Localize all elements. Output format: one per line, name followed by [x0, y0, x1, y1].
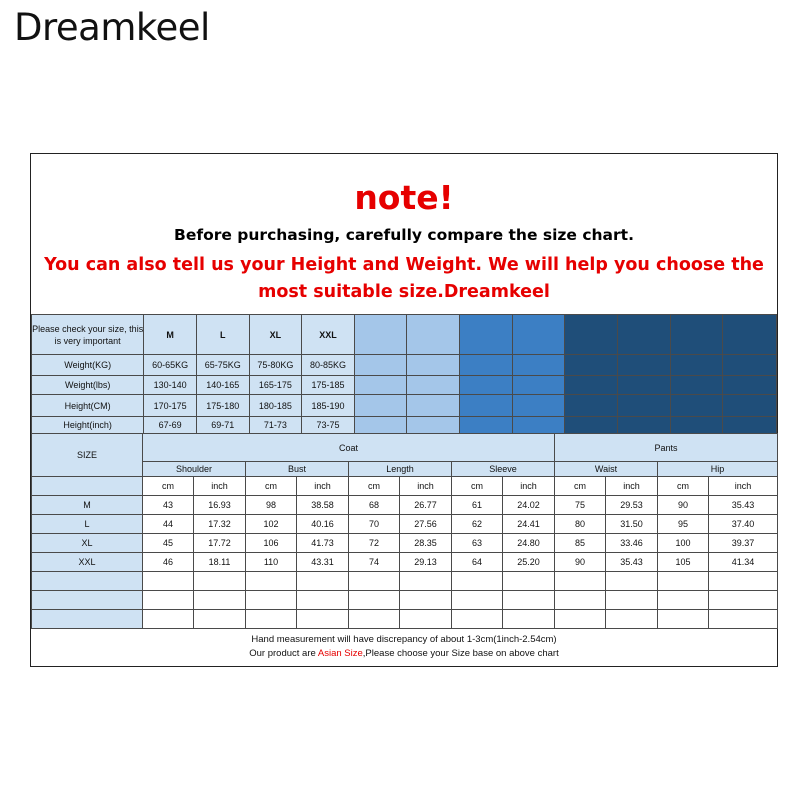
size-label: XXL — [32, 553, 143, 572]
size-column-header: SIZE — [32, 434, 143, 477]
table-cell: 90 — [555, 553, 606, 572]
table-cell: 37.40 — [709, 515, 778, 534]
unit-label: inch — [503, 477, 555, 496]
empty-cell — [194, 591, 246, 610]
empty-cell — [658, 591, 709, 610]
table-cell: 65-75KG — [196, 355, 249, 376]
color-swatch — [512, 315, 565, 355]
table-cell: 170-175 — [144, 395, 197, 417]
table-cell: 180-185 — [249, 395, 302, 417]
unit-label: cm — [246, 477, 297, 496]
empty-cell — [143, 610, 194, 629]
color-swatch — [617, 417, 670, 434]
table-cell: 62 — [452, 515, 503, 534]
color-swatch — [407, 355, 460, 376]
color-swatch — [407, 315, 460, 355]
row-label: Weight(KG) — [32, 355, 144, 376]
color-swatch — [460, 315, 513, 355]
size-header: XXL — [302, 315, 355, 355]
empty-cell — [452, 572, 503, 591]
table-cell: 74 — [349, 553, 400, 572]
empty-cell — [709, 572, 778, 591]
empty-cell — [400, 572, 452, 591]
table-cell: 61 — [452, 496, 503, 515]
table-cell: 67-69 — [144, 417, 197, 434]
color-swatch — [460, 376, 513, 395]
color-swatch — [460, 395, 513, 417]
color-swatch — [512, 376, 565, 395]
color-swatch — [565, 417, 618, 434]
unit-label: cm — [555, 477, 606, 496]
empty-cell — [297, 591, 349, 610]
table-cell: 41.34 — [709, 553, 778, 572]
table-cell: 60-65KG — [144, 355, 197, 376]
color-swatch — [670, 376, 723, 395]
table-cell: 73-75 — [302, 417, 355, 434]
size-header: L — [196, 315, 249, 355]
empty-cell — [246, 591, 297, 610]
brand-logo: Dreamkeel — [14, 6, 210, 49]
empty-cell — [194, 572, 246, 591]
color-swatch — [670, 315, 723, 355]
table-row — [32, 515, 778, 534]
empty-cell — [143, 572, 194, 591]
unit-label: cm — [349, 477, 400, 496]
empty-cell — [400, 610, 452, 629]
table-cell: 90 — [658, 496, 709, 515]
table-cell: 106 — [246, 534, 297, 553]
unit-label: inch — [709, 477, 778, 496]
empty-row — [32, 591, 778, 610]
empty-cell — [32, 477, 143, 496]
empty-cell — [349, 572, 400, 591]
group-header-sleeve: Sleeve — [452, 462, 555, 477]
table-cell: 165-175 — [249, 376, 302, 395]
size-guide-table — [31, 314, 777, 434]
empty-cell — [555, 610, 606, 629]
group-header-hip: Hip — [658, 462, 778, 477]
table-cell: 45 — [143, 534, 194, 553]
color-swatch — [670, 417, 723, 434]
table-cell: 63 — [452, 534, 503, 553]
table-cell: 38.58 — [297, 496, 349, 515]
color-swatch — [354, 417, 407, 434]
color-swatch — [617, 355, 670, 376]
color-swatch — [723, 417, 777, 434]
footer-notes — [31, 633, 777, 661]
table-cell: 31.50 — [606, 515, 658, 534]
footer-size-note — [31, 647, 777, 661]
color-swatch — [354, 395, 407, 417]
row-label: Height(inch) — [32, 417, 144, 434]
table-cell: 41.73 — [297, 534, 349, 553]
empty-cell — [349, 591, 400, 610]
empty-cell — [32, 572, 143, 591]
pants-header: Pants — [555, 434, 778, 462]
empty-cell — [297, 610, 349, 629]
empty-cell — [503, 591, 555, 610]
unit-label: inch — [400, 477, 452, 496]
empty-cell — [246, 610, 297, 629]
table-cell: 102 — [246, 515, 297, 534]
unit-label: cm — [452, 477, 503, 496]
table-cell: 43.31 — [297, 553, 349, 572]
note-title: note! — [354, 178, 454, 217]
table-cell: 140-165 — [196, 376, 249, 395]
empty-cell — [32, 591, 143, 610]
color-swatch — [407, 376, 460, 395]
table-cell: 64 — [452, 553, 503, 572]
row-label: Height(CM) — [32, 395, 144, 417]
color-swatch — [617, 395, 670, 417]
table-cell: 33.46 — [606, 534, 658, 553]
empty-cell — [349, 610, 400, 629]
size-header: M — [144, 315, 197, 355]
empty-cell — [194, 610, 246, 629]
table-cell: 68 — [349, 496, 400, 515]
table-cell: 26.77 — [400, 496, 452, 515]
color-swatch — [723, 395, 777, 417]
table-cell: 17.32 — [194, 515, 246, 534]
unit-label: cm — [658, 477, 709, 496]
empty-rows — [32, 572, 778, 629]
measurement-table — [31, 433, 778, 629]
color-swatch — [617, 376, 670, 395]
table-cell: 24.02 — [503, 496, 555, 515]
unit-label: inch — [297, 477, 349, 496]
table-cell: 72 — [349, 534, 400, 553]
size-header: XL — [249, 315, 302, 355]
table-cell: 35.43 — [709, 496, 778, 515]
color-swatch — [670, 355, 723, 376]
color-swatch — [565, 395, 618, 417]
table-cell: 75 — [555, 496, 606, 515]
empty-row — [32, 610, 778, 629]
table-cell: 100 — [658, 534, 709, 553]
color-swatch — [512, 417, 565, 434]
color-swatch — [407, 395, 460, 417]
color-swatch — [354, 376, 407, 395]
table-cell: 46 — [143, 553, 194, 572]
table-cell: 85 — [555, 534, 606, 553]
row-label: Weight(lbs) — [32, 376, 144, 395]
size-label: L — [32, 515, 143, 534]
footer-text: ,Please choose your Size base on above chart — [362, 648, 559, 659]
empty-cell — [658, 610, 709, 629]
unit-label: inch — [606, 477, 658, 496]
table-cell: 44 — [143, 515, 194, 534]
color-swatch — [354, 355, 407, 376]
table-row — [32, 496, 778, 515]
color-swatch — [407, 417, 460, 434]
note-help-text: You can also tell us your Height and Weight. We will help you choose the most suitable size.Dreamkeel — [44, 255, 764, 302]
empty-row — [32, 572, 778, 591]
empty-cell — [32, 610, 143, 629]
table-cell: 175-185 — [302, 376, 355, 395]
table-cell: 130-140 — [144, 376, 197, 395]
table-cell: 71-73 — [249, 417, 302, 434]
color-swatch — [617, 315, 670, 355]
table-cell: 80 — [555, 515, 606, 534]
color-swatch — [670, 395, 723, 417]
color-swatch — [354, 315, 407, 355]
group-header-waist: Waist — [555, 462, 658, 477]
color-swatch — [723, 376, 777, 395]
size-hint: Please check your size, this is very important — [32, 315, 144, 355]
table-cell: 43 — [143, 496, 194, 515]
empty-cell — [503, 610, 555, 629]
table-cell: 24.41 — [503, 515, 555, 534]
table-cell: 18.11 — [194, 553, 246, 572]
color-swatch — [723, 315, 777, 355]
color-swatch — [565, 376, 618, 395]
unit-label: inch — [194, 477, 246, 496]
color-swatch — [565, 355, 618, 376]
color-swatch — [512, 395, 565, 417]
table-row — [32, 553, 778, 572]
table-cell: 16.93 — [194, 496, 246, 515]
note-instruction: Before purchasing, carefully compare the size chart. — [174, 226, 634, 244]
empty-cell — [555, 572, 606, 591]
table-cell: 25.20 — [503, 553, 555, 572]
table-cell: 27.56 — [400, 515, 452, 534]
empty-cell — [452, 610, 503, 629]
empty-cell — [658, 572, 709, 591]
table-cell: 29.13 — [400, 553, 452, 572]
table-cell: 40.16 — [297, 515, 349, 534]
table-cell: 110 — [246, 553, 297, 572]
table-cell: 29.53 — [606, 496, 658, 515]
measurement-rows — [32, 496, 778, 572]
empty-cell — [297, 572, 349, 591]
color-swatch — [723, 355, 777, 376]
empty-cell — [606, 591, 658, 610]
table-cell: 69-71 — [196, 417, 249, 434]
color-swatch — [460, 417, 513, 434]
color-swatch — [460, 355, 513, 376]
size-label: M — [32, 496, 143, 515]
unit-label: cm — [143, 477, 194, 496]
table-cell: 75-80KG — [249, 355, 302, 376]
empty-cell — [400, 591, 452, 610]
table-cell: 185-190 — [302, 395, 355, 417]
table-cell: 24.80 — [503, 534, 555, 553]
table-cell: 35.43 — [606, 553, 658, 572]
empty-cell — [709, 591, 778, 610]
table-row — [32, 534, 778, 553]
empty-cell — [143, 591, 194, 610]
empty-cell — [503, 572, 555, 591]
coat-header: Coat — [143, 434, 555, 462]
size-label: XL — [32, 534, 143, 553]
empty-cell — [555, 591, 606, 610]
footer-discrepancy-note: Hand measurement will have discrepancy of about 1-3cm(1inch-2.54cm) — [251, 634, 557, 645]
size-chart — [30, 153, 778, 667]
group-header-bust: Bust — [246, 462, 349, 477]
table-cell: 80-85KG — [302, 355, 355, 376]
empty-cell — [606, 572, 658, 591]
asian-size-highlight: Asian Size — [317, 648, 363, 659]
table-cell: 70 — [349, 515, 400, 534]
table-cell: 175-180 — [196, 395, 249, 417]
empty-cell — [709, 610, 778, 629]
empty-cell — [246, 572, 297, 591]
group-header-length: Length — [349, 462, 452, 477]
footer-text: Our product are — [249, 648, 318, 659]
empty-cell — [452, 591, 503, 610]
empty-cell — [606, 610, 658, 629]
table-cell: 98 — [246, 496, 297, 515]
table-cell: 105 — [658, 553, 709, 572]
group-header-shoulder: Shoulder — [143, 462, 246, 477]
table-cell: 95 — [658, 515, 709, 534]
table-cell: 17.72 — [194, 534, 246, 553]
table-cell: 39.37 — [709, 534, 778, 553]
color-swatch — [565, 315, 618, 355]
table-cell: 28.35 — [400, 534, 452, 553]
color-swatch — [512, 355, 565, 376]
